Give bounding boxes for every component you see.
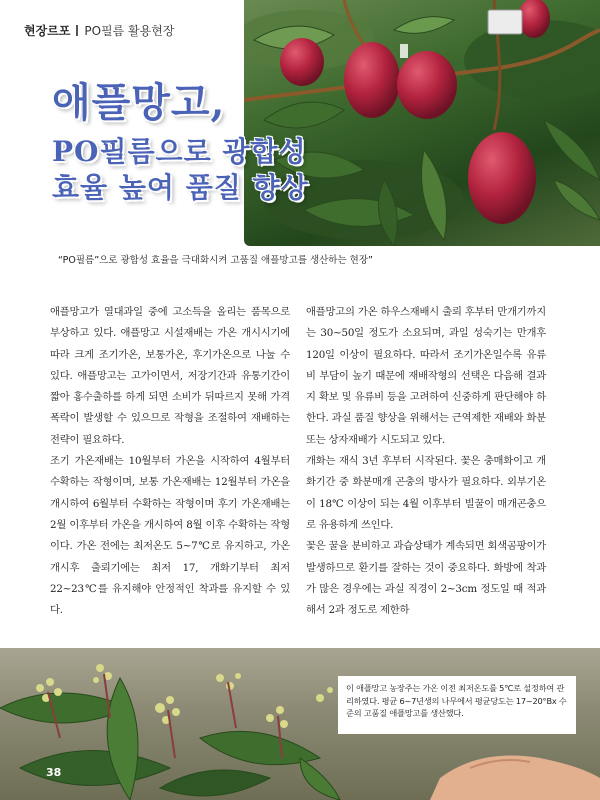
- article-subtitle: “PO필름”으로 광합성 효율을 극대화시켜 고품질 애플망고를 생산하는 현장”: [58, 255, 373, 266]
- title-line-2: PO필름으로 광합성: [52, 135, 307, 168]
- title-line-1: 애플망고,: [52, 79, 226, 126]
- page-number: 38: [46, 766, 62, 779]
- section-header: [24, 22, 174, 39]
- body-paragraph: 꽃은 꿀을 분비하고 과습상태가 계속되면 회색곰팡이가 발생하므로 환기를 잘하는 것이 중요하다. 화방에 착과가 많은 경우에는 과실 직경이 2~3cm 정도일 때 적과해서 2과 정도로 제한하: [306, 540, 546, 617]
- section-name: 현장르포: [24, 24, 71, 38]
- body-paragraph: 개화는 재식 3년 후부터 시작된다. 꽃은 충매화이고 개화기간 중 화분매개 곤충의 방사가 필요하다. 외부기온이 18℃ 이상이 되는 4월 이후부터 빌꿀이 매개곤충으로 유용하게 쓰인다.: [306, 455, 546, 531]
- body-column-left: [50, 302, 290, 621]
- body-paragraph: 애플망고의 가온 하우스재배시 출뢰 후부터 만개기까지는 30~50일 정도가 소요되며, 과일 성숙기는 만개후 120일 이상이 필요하다. 따라서 조기가온일수록 유류비 부담이 높기 때문에 재배작형의 선택은 다음해 결과지 확보 및 유류비 등을 고려하여 신중하게 판단해야 하한다. 과실 품질 향상을 위해서는 근역제한 재배와 화분 또는 상자재배가 시도되고 있다.: [306, 306, 546, 446]
- title-line-3: 효율 높여 품질 향상: [52, 171, 309, 204]
- body-column-right: [306, 302, 546, 621]
- article-title: [52, 80, 309, 206]
- section-topic: PO필름 활용현장: [84, 24, 175, 38]
- body-paragraph: 애플망고가 열대과일 중에 고소득을 올리는 품목으로 부상하고 있다. 애플망고 시설재배는 가온 개시시기에 따라 크게 조기가온, 보통가온, 후기가온으로 나눌 수 있다. 애플망고는 고가이면서, 저장기간과 유통기간이 짧아 홍수출하를 하게 되면 소비가 뒤따르지 못해 가격폭락이 발생할 수 있으므로 작형을 조절하여 재배하는 전략이 필요하다.: [50, 306, 290, 446]
- photo-caption: 이 애플망고 농장주는 가온 이전 최저온도를 5℃로 설정하여 관리하였다. 평균 6~7년생의 나무에서 평균당도는 17~20°Bx 수준의 고품질 애플망고를 생산했다.: [338, 676, 576, 734]
- body-paragraph: 조기 가온재배는 10월부터 가온을 시작하여 4월부터 수확하는 작형이며, 보통 가온재배는 12월부터 가온을 개시하여 6월부터 수확하는 작형이며 후기 가온재배는 2월 이후부터 가온을 개시하여 8월 이후 수확하는 작형이다. 가온 전에는 최저온도 5~7℃로 유지하고, 가온 개시후 출뢰기에는 최저 17, 개화기부터 최저 22~23℃를 유지해야 안정적인 착과를 유지할 수 있다.: [50, 455, 290, 617]
- header-divider: [76, 25, 78, 36]
